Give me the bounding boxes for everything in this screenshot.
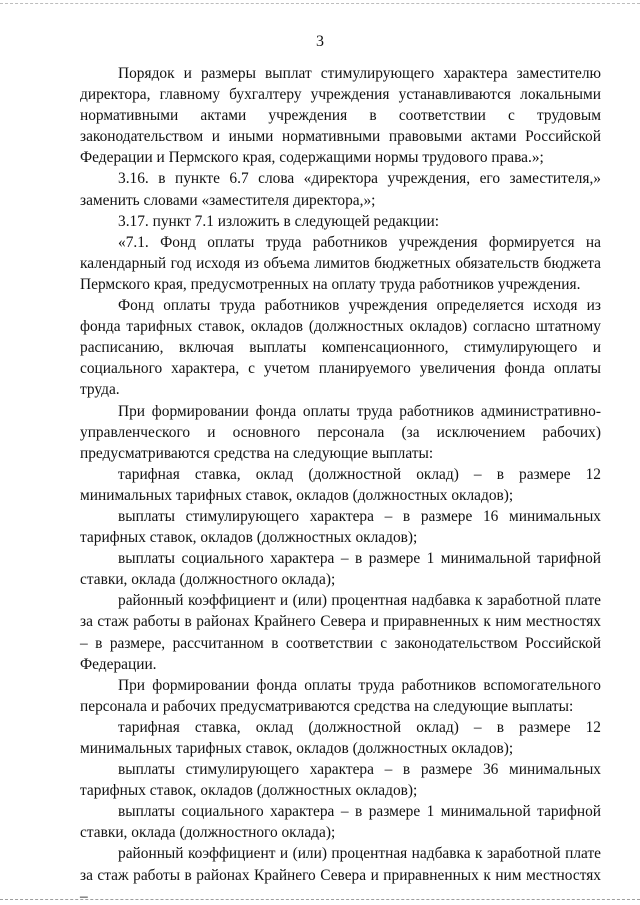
list-item-admin-social: выплаты социального характера – в размере 1 минимальной тарифной ставки, оклада (должностного оклада); (80, 550, 601, 589)
paragraph-item-3-17: 3.17. пункт 7.1 изложить в следующей редакции: (118, 212, 439, 230)
list-item-support-regional-coefficient: районный коэффициент и (или) процентная надбавка к заработной плате за стаж работы в районах Крайнего Севера и приравненных к ним местностях – (80, 845, 601, 905)
paragraph-item-3-16: 3.16. в пункте 6.7 слова «директора учреждения, его заместителя,» заменить словами «заместителя директора,»; (80, 170, 601, 209)
paragraph-admin-staff-intro: При формировании фонда оплаты труда работников административно-управленческого и основного персонала (за исключением рабочих) предусматриваются средства на следующие выплаты: (80, 402, 601, 462)
paragraph-deputy-payments: Порядок и размеры выплат стимулирующего характера заместителю директора, главному бухгалтеру учреждения устанавливаются локальными нормативными актами учреждения в соответствии с трудовым законодательством и иными нормативными правовыми актами Российской Федерации и Пермского края, содержащими нормы трудового права.»; (80, 65, 601, 167)
list-item-admin-base-salary: тарифная ставка, оклад (должностной оклад) – в размере 12 минимальных тарифных ставок, окладов (должностных окладов); (80, 465, 601, 504)
list-item-support-social: выплаты социального характера – в размере 1 минимальной тарифной ставки, оклада (должностного оклада); (80, 803, 601, 842)
list-item-support-base-salary: тарифная ставка, оклад (должностной оклад) – в размере 12 минимальных тарифных ставок, окладов (должностных окладов); (80, 718, 601, 757)
list-item-support-incentive: выплаты стимулирующего характера – в размере 36 минимальных тарифных ставок, окладов (должностных окладов); (80, 761, 601, 800)
scan-edge-top (0, 3, 640, 5)
paragraph-item-7-1: «7.1. Фонд оплаты труда работников учреждения формируется на календарный год исходя из объема лимитов бюджетных обязательств бюджета Пермского края, предусмотренных на оплату труда работников учреждения. (80, 233, 601, 293)
scan-edge-bottom (0, 899, 640, 901)
document-body (80, 63, 601, 905)
paragraph-payroll-fund: Фонд оплаты труда работников учреждения определяется исходя из фонда тарифных ставок, окладов (должностных окладов) согласно штатному расписанию, включая выплаты компенсационного, стимулирующего и социального характера, с учетом планируемого увеличения фонда оплаты труда. (80, 297, 601, 399)
list-item-admin-regional-coefficient: районный коэффициент и (или) процентная надбавка к заработной плате за стаж работы в районах Крайнего Севера и приравненных к ним местностях – в размере, рассчитанном в соответствии с законодательством Российской Федерации. (80, 592, 601, 673)
list-item-admin-incentive: выплаты стимулирующего характера – в размере 16 минимальных тарифных ставок, окладов (должностных окладов); (80, 507, 601, 547)
paragraph-support-staff-intro: При формировании фонда оплаты труда работников вспомогательного персонала и рабочих предусматриваются средства на следующие выплаты: (80, 676, 601, 715)
page-number: 3 (316, 33, 324, 50)
